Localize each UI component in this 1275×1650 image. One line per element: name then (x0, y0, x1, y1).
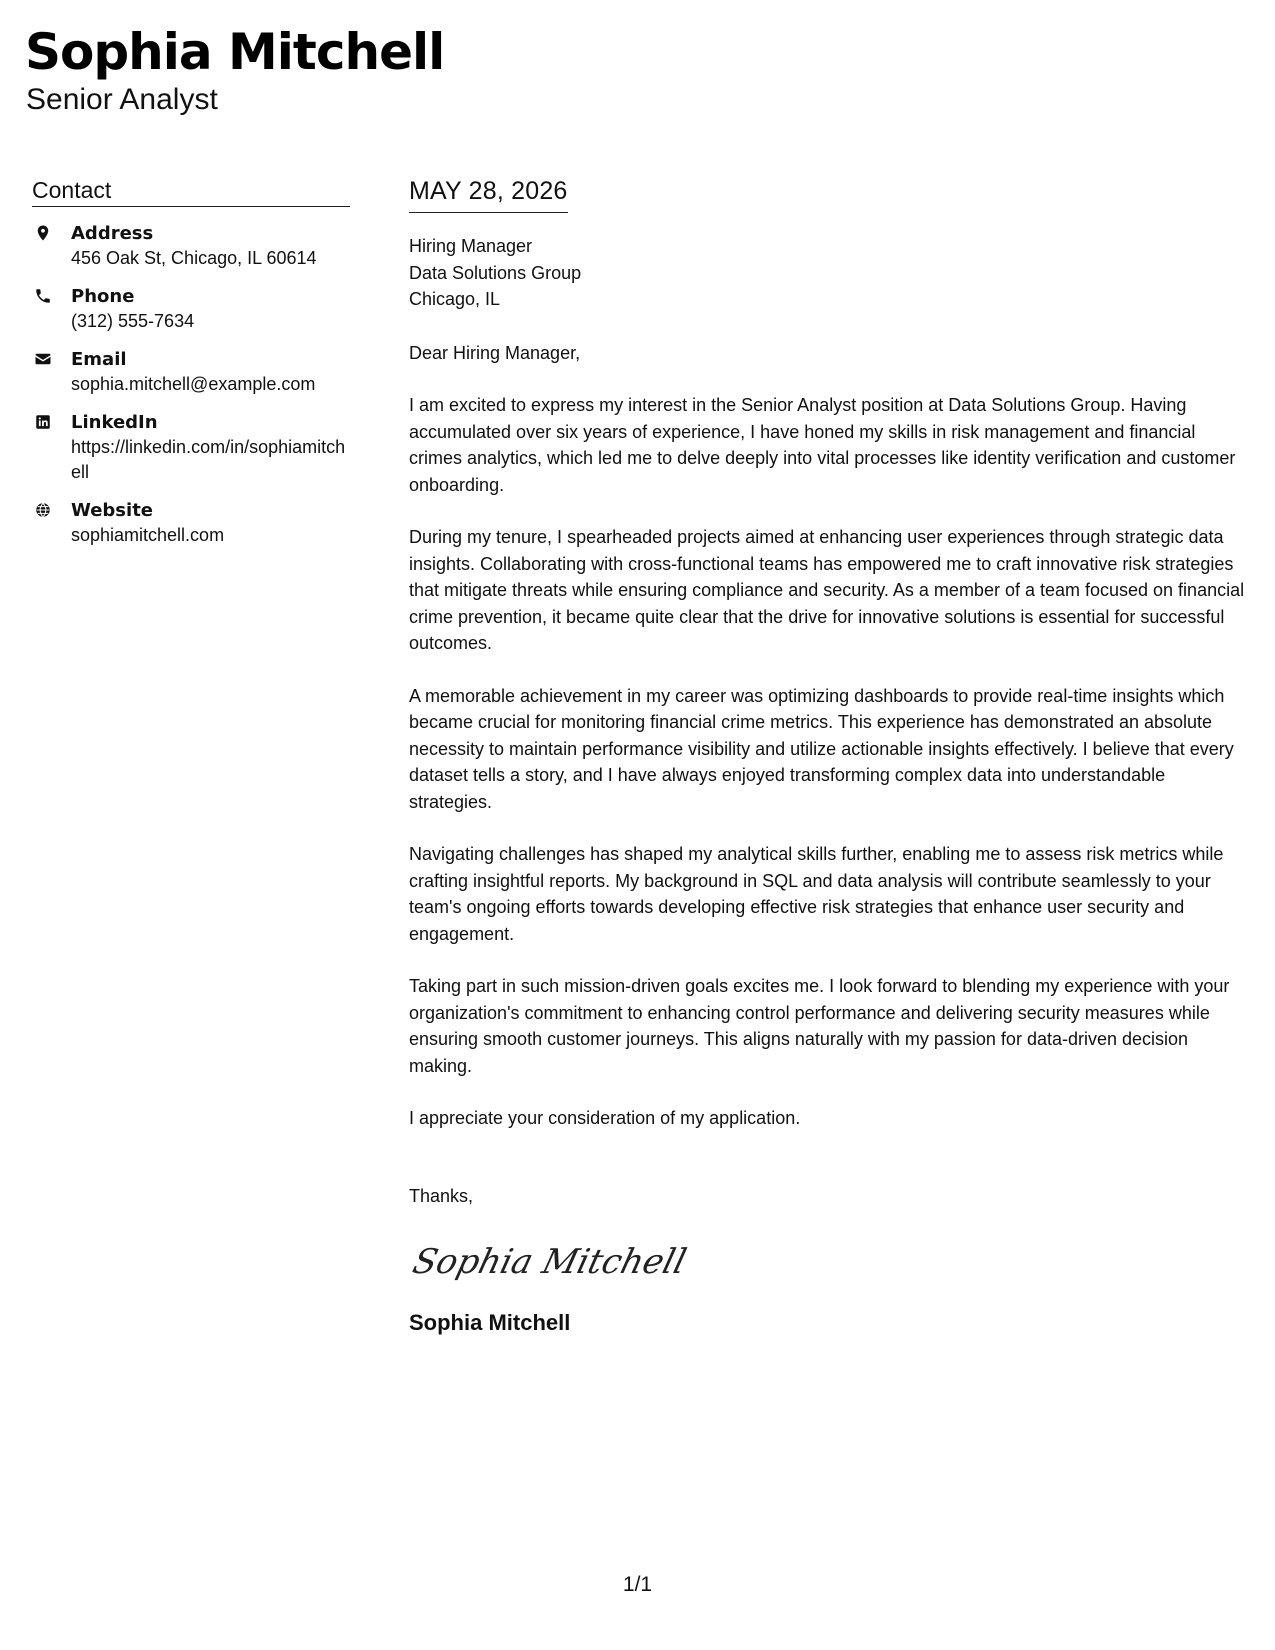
applicant-name: Sophia Mitchell (25, 23, 445, 81)
letter-paragraph: I am excited to express my interest in the Senior Analyst position at Data Solutions Group. Having accumulated over six years of experience, I have honed my skills in risk management and financial crimes analytics, which led me to delve deeply into vital processes like identity verification and customer onboarding. (409, 395, 1236, 495)
letter-body (409, 176, 1249, 1337)
signature-name: Sophia Mitchell (409, 1310, 571, 1335)
letter-paragraph: Navigating challenges has shaped my analytical skills further, enabling me to assess risk metrics while crafting insightful reports. My background in SQL and data analysis will contribute seamlessly to your team's ongoing efforts towards developing effective risk strategies that enhance user security and engagement. (409, 844, 1224, 944)
contact-value-linkedin: https://linkedin.com/in/sophiamitchell (71, 437, 346, 482)
letter-date: MAY 28, 2026 (409, 176, 568, 213)
applicant-title: Senior Analyst (26, 83, 218, 116)
contact-item-email (32, 347, 350, 397)
page-number: 1/1 (622, 1573, 653, 1596)
envelope-icon (34, 350, 52, 368)
recipient-block (409, 233, 1249, 313)
contact-value-phone: (312) 555-7634 (71, 311, 195, 331)
recipient-line: Data Solutions Group (409, 262, 582, 283)
map-pin-icon (34, 224, 52, 242)
contact-label-linkedin: LinkedIn (71, 412, 158, 433)
contact-label-email: Email (71, 349, 127, 370)
signature-script: Sophia Mitchell (408, 1242, 691, 1282)
contact-label-website: Website (71, 500, 154, 521)
linkedin-icon (34, 413, 52, 431)
contact-value-email: sophia.mitchell@example.com (71, 374, 316, 394)
letter-paragraph: During my tenure, I spearheaded projects aimed at enhancing user experiences through strategic data insights. Collaborating with cross-functional teams has empowered me to craft innovative risk strategies that mitigate threats while ensuring compliance and security. As a member of a team focused on financial crime prevention, it became quite clear that the drive for innovative solutions is essential for successful outcomes. (409, 527, 1245, 653)
contact-value-website: sophiamitchell.com (71, 525, 225, 545)
contact-value-address: 456 Oak St, Chicago, IL 60614 (71, 248, 317, 268)
recipient-line: Hiring Manager (409, 236, 533, 256)
contact-label-address: Address (71, 223, 154, 244)
contact-item-linkedin (32, 410, 350, 485)
handwritten-signature (408, 1233, 691, 1293)
salutation: Dear Hiring Manager, (409, 342, 581, 363)
contact-heading: Contact (32, 176, 350, 207)
letter-paragraph: Taking part in such mission-driven goals excites me. I look forward to blending my experience with your organization's commitment to enhancing control performance and delivering security measures while ensuring smooth customer journeys. This aligns naturally with my passion for data-driven decision making. (409, 976, 1230, 1076)
contact-sidebar (32, 176, 350, 548)
recipient-line: Chicago, IL (409, 289, 501, 309)
contact-item-phone (32, 284, 350, 334)
contact-item-address (32, 221, 350, 271)
globe-icon (34, 501, 52, 519)
letter-paragraph: A memorable achievement in my career was optimizing dashboards to provide real-time insights which became crucial for monitoring financial crime metrics. This experience has demonstrated an absolute necessity to maintain performance visibility and utilize actionable insights effectively. I believe that every dataset tells a story, and I have always enjoyed transforming complex data into understandable strategies. (409, 685, 1234, 812)
phone-icon (34, 287, 52, 305)
contact-label-phone: Phone (71, 286, 135, 307)
contact-item-website (32, 498, 350, 548)
letter-paragraph: I appreciate your consideration of my application. (409, 1108, 801, 1128)
closing: Thanks, (409, 1185, 474, 1206)
